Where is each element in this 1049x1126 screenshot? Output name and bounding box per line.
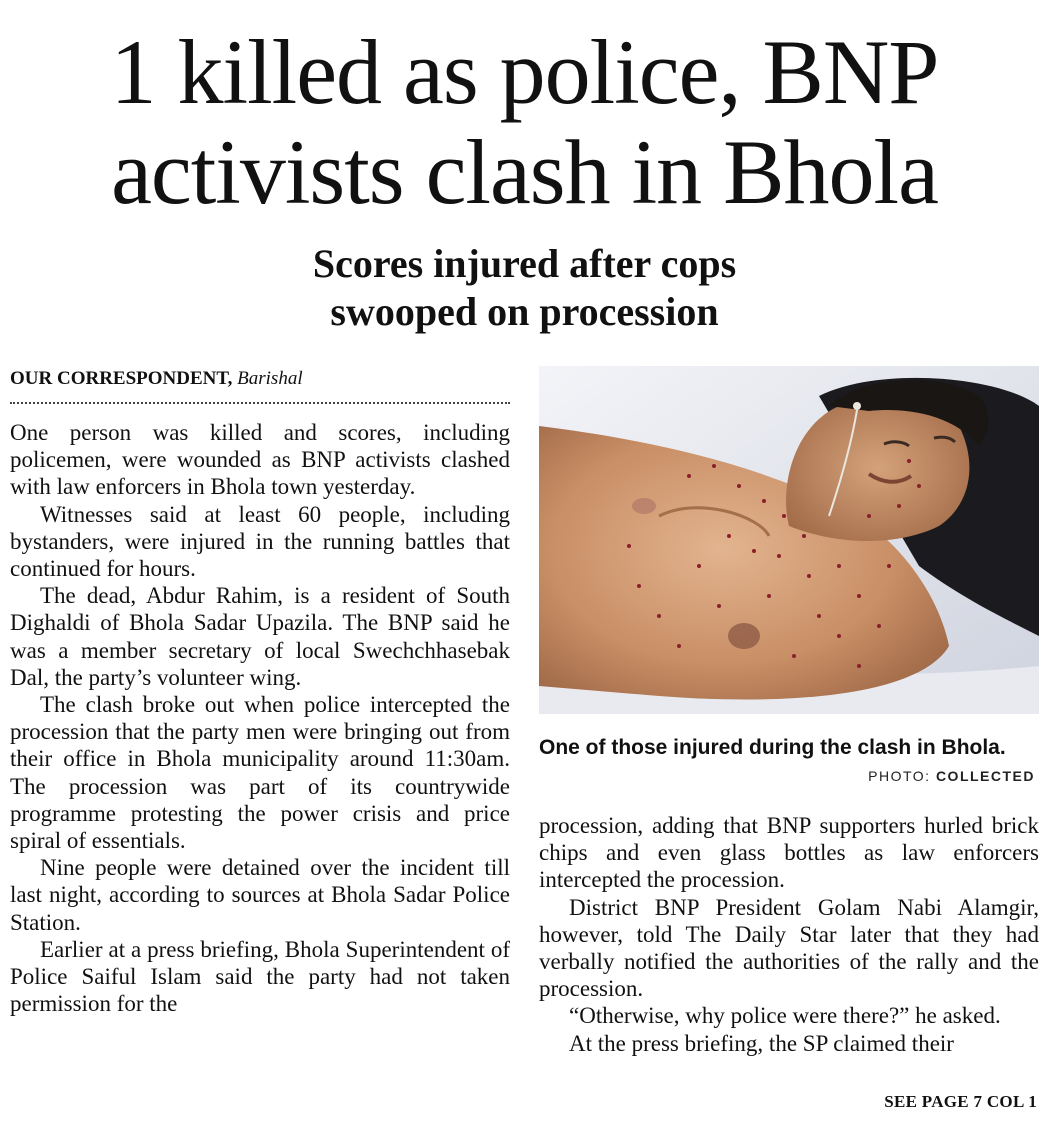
paragraph: One person was killed and scores, including policemen, were wounded as BNP activists clashed with law enforcers in Bhola town yesterday. [10, 420, 510, 500]
paragraph: “Otherwise, why police were there?” he asked. [569, 1003, 1001, 1029]
paragraph: At the press briefing, the SP claimed their [569, 1030, 954, 1056]
paragraph: Nine people were detained over the incident till last night, according to sources at Bhola Sadar Police Station. [10, 855, 510, 935]
headline-line-2: activists clash in Bhola [111, 121, 938, 223]
news-photo [539, 366, 1039, 714]
headline [0, 22, 1049, 222]
byline-author: OUR CORRESPONDENT, [10, 368, 233, 389]
subheadline-line-1: Scores injured after cops [312, 241, 737, 286]
article-column-1 [10, 419, 510, 1017]
photo-credit-prefix: PHOTO: [868, 768, 931, 784]
photo-caption: One of those injured during the clash in Bhola. [539, 736, 1006, 759]
subheadline-line-2: swooped on procession [330, 289, 719, 334]
paragraph: procession, adding that BNP supporters hurled brick chips and even glass bottles as law enforcers intercepted the procession. [539, 813, 1039, 893]
byline [10, 368, 510, 390]
byline-divider [10, 402, 510, 404]
paragraph: Earlier at a press briefing, Bhola Superintendent of Police Saiful Islam said the party had not taken permission for the [10, 936, 510, 1017]
byline-location: Barishal [237, 368, 303, 389]
paragraph: The dead, Abdur Rahim, is a resident of South Dighaldi of Bhola Sadar Upazila. The BNP said he was a member secretary of local Swechchhasebak Dal, the party’s volunteer wing. [10, 583, 510, 690]
injured-man-photo [539, 366, 1039, 714]
subheadline [0, 240, 1049, 336]
headline-line-1: 1 killed as police, BNP [110, 21, 939, 123]
paragraph: Witnesses said at least 60 people, including bystanders, were injured in the running battles that continued for hours. [10, 501, 510, 582]
continuation-link[interactable]: SEE PAGE 7 COL 1 [884, 1092, 1037, 1111]
article-column-2 [539, 812, 1039, 1057]
paragraph: District BNP President Golam Nabi Alamgir, however, told The Daily Star later that they had verbally notified the authorities of the rally and the procession. [539, 894, 1039, 1002]
paragraph: The clash broke out when police intercepted the procession that the party men were bringing out from their office in Bhola municipality around 11:30am. The procession was part of its countrywide programme protesting the power crisis and price spiral of essentials. [10, 692, 510, 854]
photo-credit [868, 768, 1035, 784]
photo-credit-source: COLLECTED [935, 768, 1035, 784]
